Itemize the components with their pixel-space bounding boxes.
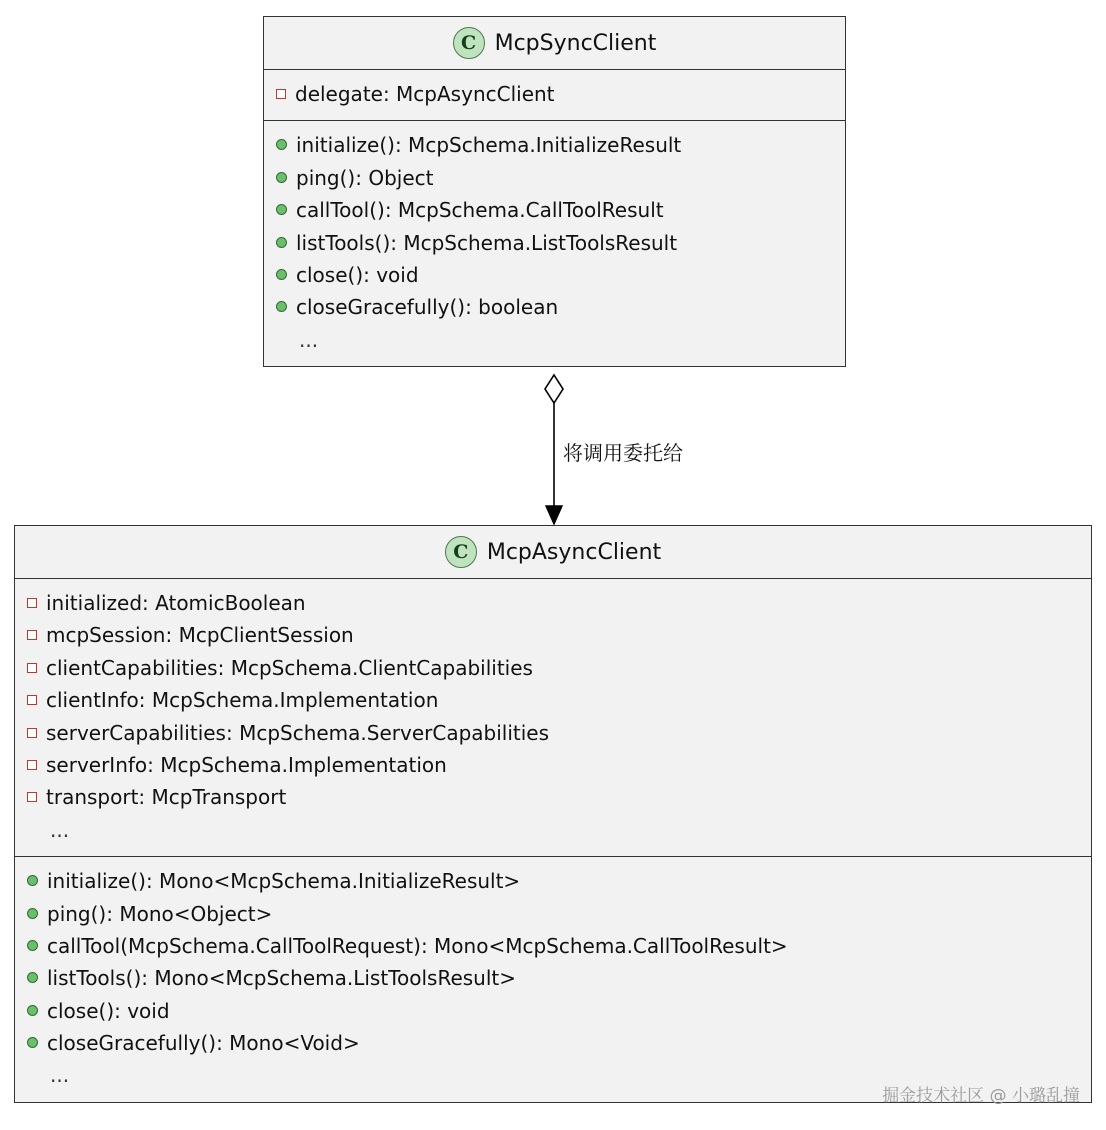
method-label: listTools(): Mono<McpSchema.ListToolsResult> [47,966,517,991]
class-stereotype-icon: C [453,27,485,59]
methods-overflow-ellipsis: ... [299,327,319,352]
method-row [276,291,835,323]
public-method-icon [276,237,287,248]
class-fields-section [15,579,1091,856]
class-methods-section [264,120,845,366]
method-label: close(): void [47,998,170,1023]
method-label: callTool(): McpSchema.CallToolResult [296,198,664,223]
method-label: callTool(McpSchema.CallToolRequest): Mono<McpSchema.CallToolResult> [47,933,788,958]
fields-overflow-ellipsis: ... [50,817,70,842]
private-field-icon [27,760,37,770]
method-label: closeGracefully(): Mono<Void> [47,1031,360,1056]
class-header [15,526,1091,579]
public-method-icon [276,269,287,280]
class-stereotype-icon: C [445,536,477,568]
method-row [27,995,1081,1027]
public-method-icon [27,1037,38,1048]
method-row [27,1027,1081,1059]
public-method-icon [27,972,38,983]
method-row [27,898,1081,930]
field-label: mcpSession: McpClientSession [46,623,354,648]
field-label: serverInfo: McpSchema.Implementation [46,752,447,777]
field-label: clientInfo: McpSchema.Implementation [46,688,439,713]
method-row [276,227,835,259]
public-method-icon [27,1005,38,1016]
public-method-icon [276,139,287,150]
method-row [27,930,1081,962]
field-row [27,781,1081,813]
private-field-icon [27,663,37,673]
class-name: McpAsyncClient [486,539,662,565]
class-box-mcp-sync-client[interactable] [263,16,846,367]
field-label: delegate: McpAsyncClient [295,82,555,106]
field-row [27,684,1081,716]
field-label: clientCapabilities: McpSchema.ClientCapabilities [46,655,533,680]
field-label: transport: McpTransport [46,785,287,810]
method-label: listTools(): McpSchema.ListToolsResult [296,230,678,255]
method-row [27,865,1081,897]
method-row [276,129,835,161]
class-fields-section [264,70,845,120]
method-label: ping(): Mono<Object> [47,901,273,926]
field-label: serverCapabilities: McpSchema.ServerCapabilities [46,720,550,745]
method-label: ping(): Object [296,165,434,190]
field-label: initialized: AtomicBoolean [46,591,306,615]
watermark: 掘金技术社区 @ 小璐乱撞 [882,1086,1080,1106]
class-name: McpSyncClient [494,30,657,56]
method-row [276,194,835,226]
method-row [276,162,835,194]
private-field-icon [27,792,37,802]
private-field-icon [27,630,37,640]
method-label: closeGracefully(): boolean [296,295,559,320]
class-methods-section [15,856,1091,1102]
arrow-head-icon [546,506,562,524]
method-label: initialize(): McpSchema.InitializeResult [296,133,682,158]
field-row [27,619,1081,651]
private-field-icon [27,695,37,705]
public-method-icon [276,204,287,215]
method-row [27,962,1081,994]
field-row [27,749,1081,781]
field-row [27,652,1081,684]
class-header [264,17,845,70]
private-field-icon [276,89,286,99]
methods-overflow-ellipsis: ... [50,1063,70,1088]
method-row [276,259,835,291]
private-field-icon [27,598,37,608]
public-method-icon [276,301,287,312]
field-row [27,717,1081,749]
public-method-icon [27,875,38,886]
public-method-icon [27,940,38,951]
field-row [276,78,835,110]
aggregation-diamond-icon [545,375,563,403]
edge-label: 将调用委托给 [557,437,689,466]
public-method-icon [27,908,38,919]
public-method-icon [276,172,287,183]
method-label: close(): void [296,262,419,287]
field-row [27,587,1081,619]
method-label: initialize(): Mono<McpSchema.InitializeResult> [47,869,521,894]
private-field-icon [27,728,37,738]
class-box-mcp-async-client[interactable] [14,525,1092,1103]
